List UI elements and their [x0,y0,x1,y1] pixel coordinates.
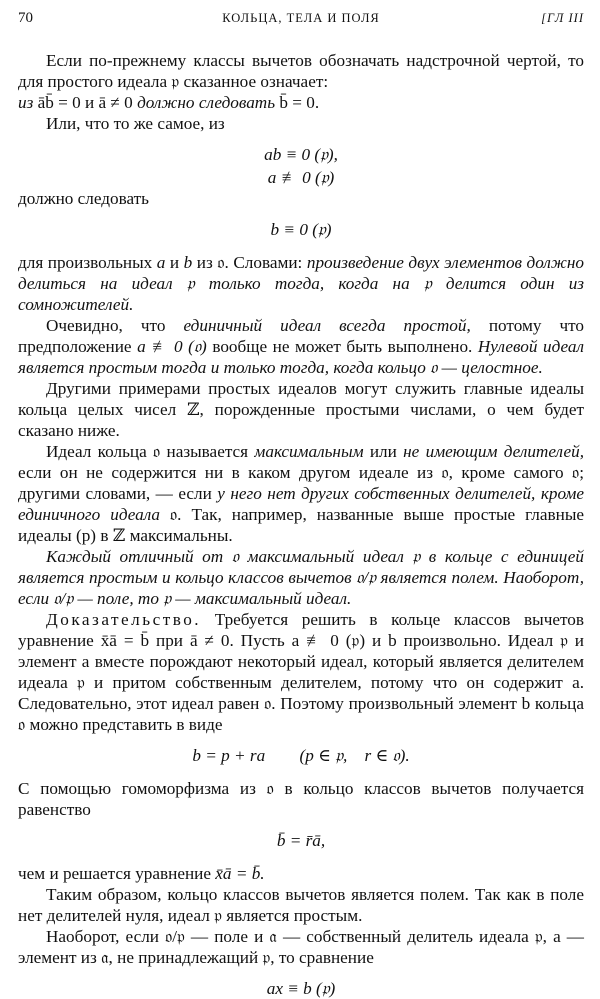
paragraph-12: Таким образом, кольцо классов вычетов является полем. Так как в поле нет делителей нуля, идеал 𝔭 является простым. [18,885,584,925]
equation-1b: a ≢ 0 (𝔭) [267,168,335,187]
equation-3: b = p + ra (p ∈ 𝔭, r ∈ 𝔬). [192,746,410,765]
proof-paragraph: Доказательство. Требуется решить в кольце классов вычетов уравнение x̄ā = b̄ при ā ≠ 0. Пусть a ≢ 0 (𝔭) и b произвольно. Идеал 𝔭 и элемент a вместе порождают некоторый идеал, который является делителем идеала 𝔭 и притом собственным делителем, потому что он содержит a. Следовательно, этот идеал равен 𝔬. Поэтому произвольный элемент b кольца 𝔬 можно представить в виде [18,610,584,734]
paragraph-13: Наоборот, если 𝔬/𝔭 — поле и 𝔞 — собственный делитель идеала 𝔭, a — элемент из 𝔞, не принадлежащий 𝔭, то сравнение [18,927,584,967]
proof-label: Доказательство. [46,610,202,629]
paragraph-6: Другими примерами простых идеалов могут служить главные идеалы кольца целых чисел ℤ, порожденные простыми числами, о чем будет сказано ниже. [18,379,584,440]
page-body [18,50,584,999]
page-number: 70 [18,10,33,26]
inline-math: āb̄ = 0 и ā ≠ 0 [37,93,133,112]
paragraph-1: Если по-прежнему классы вычетов обозначать надстрочной чертой, то для простого идеала 𝔭 сказанное означает: из āb̄ = 0 и ā ≠ 0 должно следовать b̄ = 0. [18,51,584,112]
running-title: КОЛЬЦА, ТЕЛА И ПОЛЯ [222,11,380,25]
equation-1a: ab ≡ 0 (𝔭), [264,145,338,164]
equation-2: b ≡ 0 (𝔭) [270,220,332,239]
equation-4: b̄ = r̄ā, [276,831,326,850]
paragraph-7: Идеал кольца 𝔬 называется максимальным или не имеющим делителей, если он не содержится ни в каком другом идеале из 𝔬, кроме самого 𝔬; другими словами, — если у него нет других собственных делителей, кроме единичного идеала 𝔬. Так, например, названные выше простые главные идеалы (p) в ℤ максимальны. [18,442,584,545]
paragraph-10: С помощью гомоморфизма из 𝔬 в кольцо классов вычетов получается равенство [18,779,584,819]
equation-5: ax ≡ b (𝔭) [266,979,336,998]
inline-math: b̄ = 0. [279,93,320,112]
paragraph-3: должно следовать [18,189,150,208]
paragraph-2: Или, что то же самое, из [46,114,225,133]
running-header [18,10,584,32]
paragraph-11: чем и решается уравнение x̄ā = b̄. [18,864,265,883]
paragraph-4: для произвольных a и b из 𝔬. Словами: произведение двух элементов должно делиться на идеал 𝔭 только тогда, когда на 𝔭 делится один из сомножителей. [18,253,584,314]
chapter-label: [ГЛ III [541,11,584,25]
paragraph-5: Очевидно, что единичный идеал всегда простой, потому что предположение a ≢ 0 (𝔬) вообще не может быть выполнено. Нулевой идеал является простым тогда и только тогда, когда кольцо 𝔬 — целостное. [18,316,585,377]
theorem-statement: Каждый отличный от 𝔬 максимальный идеал 𝔭 в кольце с единицей является простым и кольцо классов вычетов 𝔬/𝔭 является полем. Наоборот, если 𝔬/𝔭 — поле, то 𝔭 — максимальный идеал. [18,547,584,608]
